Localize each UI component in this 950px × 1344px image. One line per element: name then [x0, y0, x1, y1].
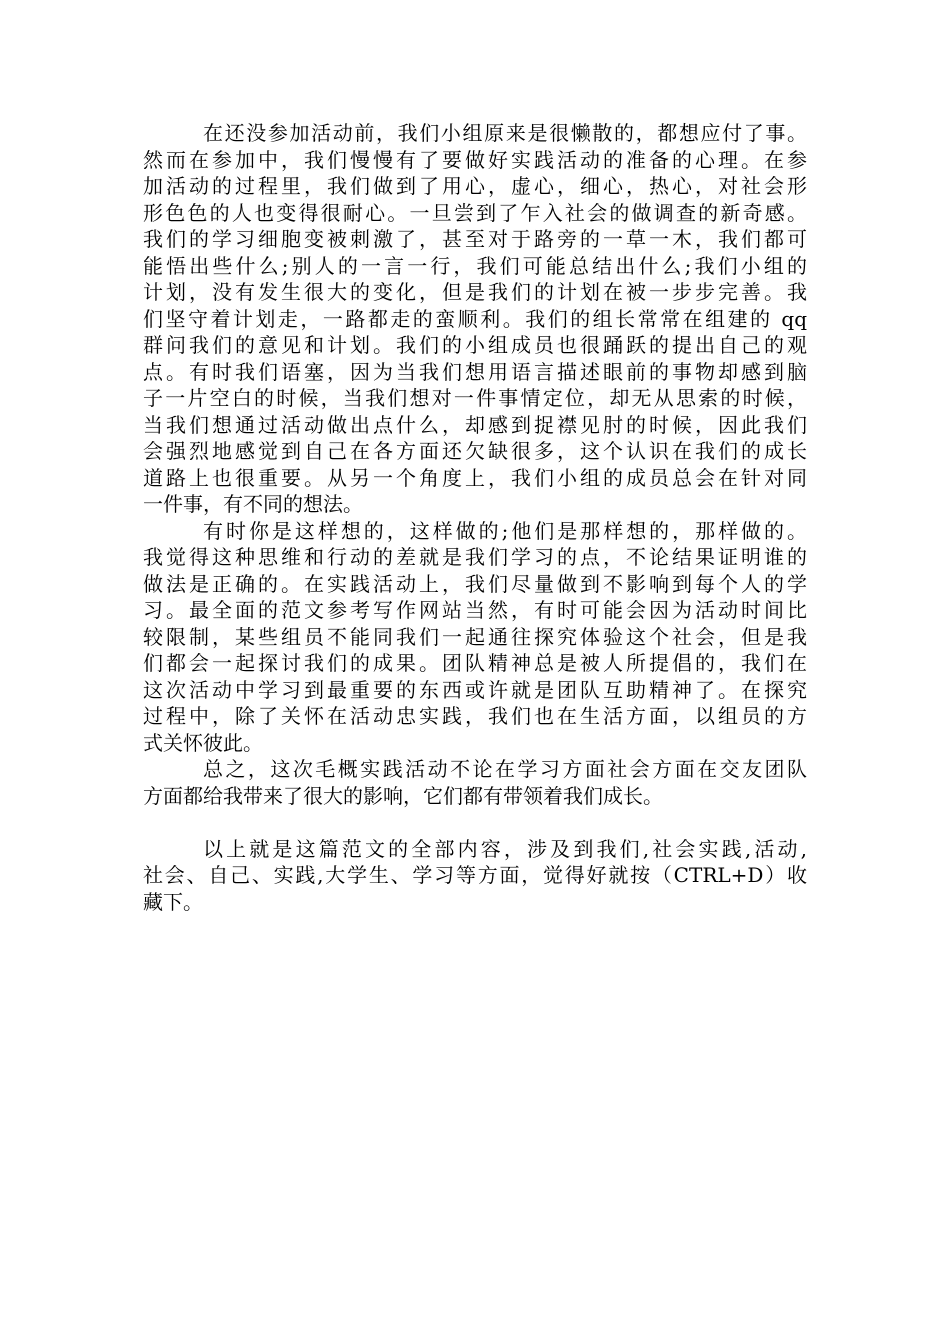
text-line: 过程中，除了关怀在活动忠实践，我们也在生活方面，以组员的方 — [143, 704, 807, 728]
paragraph-1 — [143, 120, 807, 518]
text-line: 当我们想通过活动做出点什么，却感到捉襟见肘的时候，因此我们 — [143, 412, 807, 437]
text-line: 们坚守着计划走，一路都走的蛮顺利。我们的组长常常在组建的 qq — [143, 306, 807, 331]
document-page — [143, 120, 807, 915]
text-line: 社会、自己、实践,大学生、学习等方面，觉得好就按（CTRL+D）收 — [143, 863, 807, 887]
text-line: 形色色的人也变得很耐心。一旦尝到了乍入社会的做调查的新奇感。 — [143, 200, 807, 225]
text-line: 会强烈地感觉到自己在各方面还欠缺很多，这个认识在我们的成长 — [143, 439, 807, 463]
text-line: 加活动的过程里，我们做到了用心，虚心，细心，热心，对社会形 — [143, 174, 807, 198]
text-line: 有时你是这样想的，这样做的;他们是那样想的，那样做的。 — [203, 518, 807, 543]
paragraph-spacer — [143, 809, 807, 836]
text-line: 式关怀彼此。 — [143, 730, 263, 755]
paragraph-3 — [143, 756, 807, 809]
text-line: 们都会一起探讨我们的成果。团队精神总是被人所提倡的，我们在 — [143, 651, 807, 675]
text-line: 这次活动中学习到最重要的东西或许就是团队互助精神了。在探究 — [143, 677, 807, 702]
text-line: 总之，这次毛概实践活动不论在学习方面社会方面在交友团队 — [203, 757, 807, 781]
text-line: 然而在参加中，我们慢慢有了要做好实践活动的准备的心理。在参 — [143, 147, 807, 172]
text-line: 计划，没有发生很大的变化，但是我们的计划在被一步步完善。我 — [143, 280, 807, 304]
text-line: 藏下。 — [143, 889, 203, 914]
text-line: 一件事，有不同的想法。 — [143, 492, 363, 516]
text-line: 以上就是这篇范文的全部内容，涉及到我们,社会实践,活动, — [203, 836, 807, 861]
text-line: 习。最全面的范文参考写作网站当然，有时可能会因为活动时间比 — [143, 598, 807, 622]
text-line: 点。有时我们语塞，因为当我们想用语言描述眼前的事物却感到脑 — [143, 359, 807, 384]
text-line: 群问我们的意见和计划。我们的小组成员也很踊跃的提出自己的观 — [143, 333, 807, 357]
text-line: 在还没参加活动前，我们小组原来是很懒散的，都想应付了事。 — [203, 121, 807, 145]
text-line: 能悟出些什么;别人的一言一行，我们可能总结出什么;我们小组的 — [143, 253, 807, 278]
text-line: 方面都给我带来了很大的影响，它们都有带领着我们成长。 — [143, 783, 663, 808]
text-line: 我觉得这种思维和行动的差就是我们学习的点，不论结果证明谁的 — [143, 545, 807, 569]
paragraph-4 — [143, 836, 807, 916]
text-line: 我们的学习细胞变被刺激了，甚至对于路旁的一草一木，我们都可 — [143, 227, 807, 251]
text-line: 较限制，某些组员不能同我们一起通往探究体验这个社会，但是我 — [143, 624, 807, 649]
text-line: 子一片空白的时候，当我们想对一件事情定位，却无从思索的时候， — [143, 386, 807, 410]
text-line: 做法是正确的。在实践活动上，我们尽量做到不影响到每个人的学 — [143, 571, 807, 596]
paragraph-2 — [143, 518, 807, 757]
text-line: 道路上也很重要。从另一个角度上，我们小组的成员总会在针对同 — [143, 465, 807, 490]
